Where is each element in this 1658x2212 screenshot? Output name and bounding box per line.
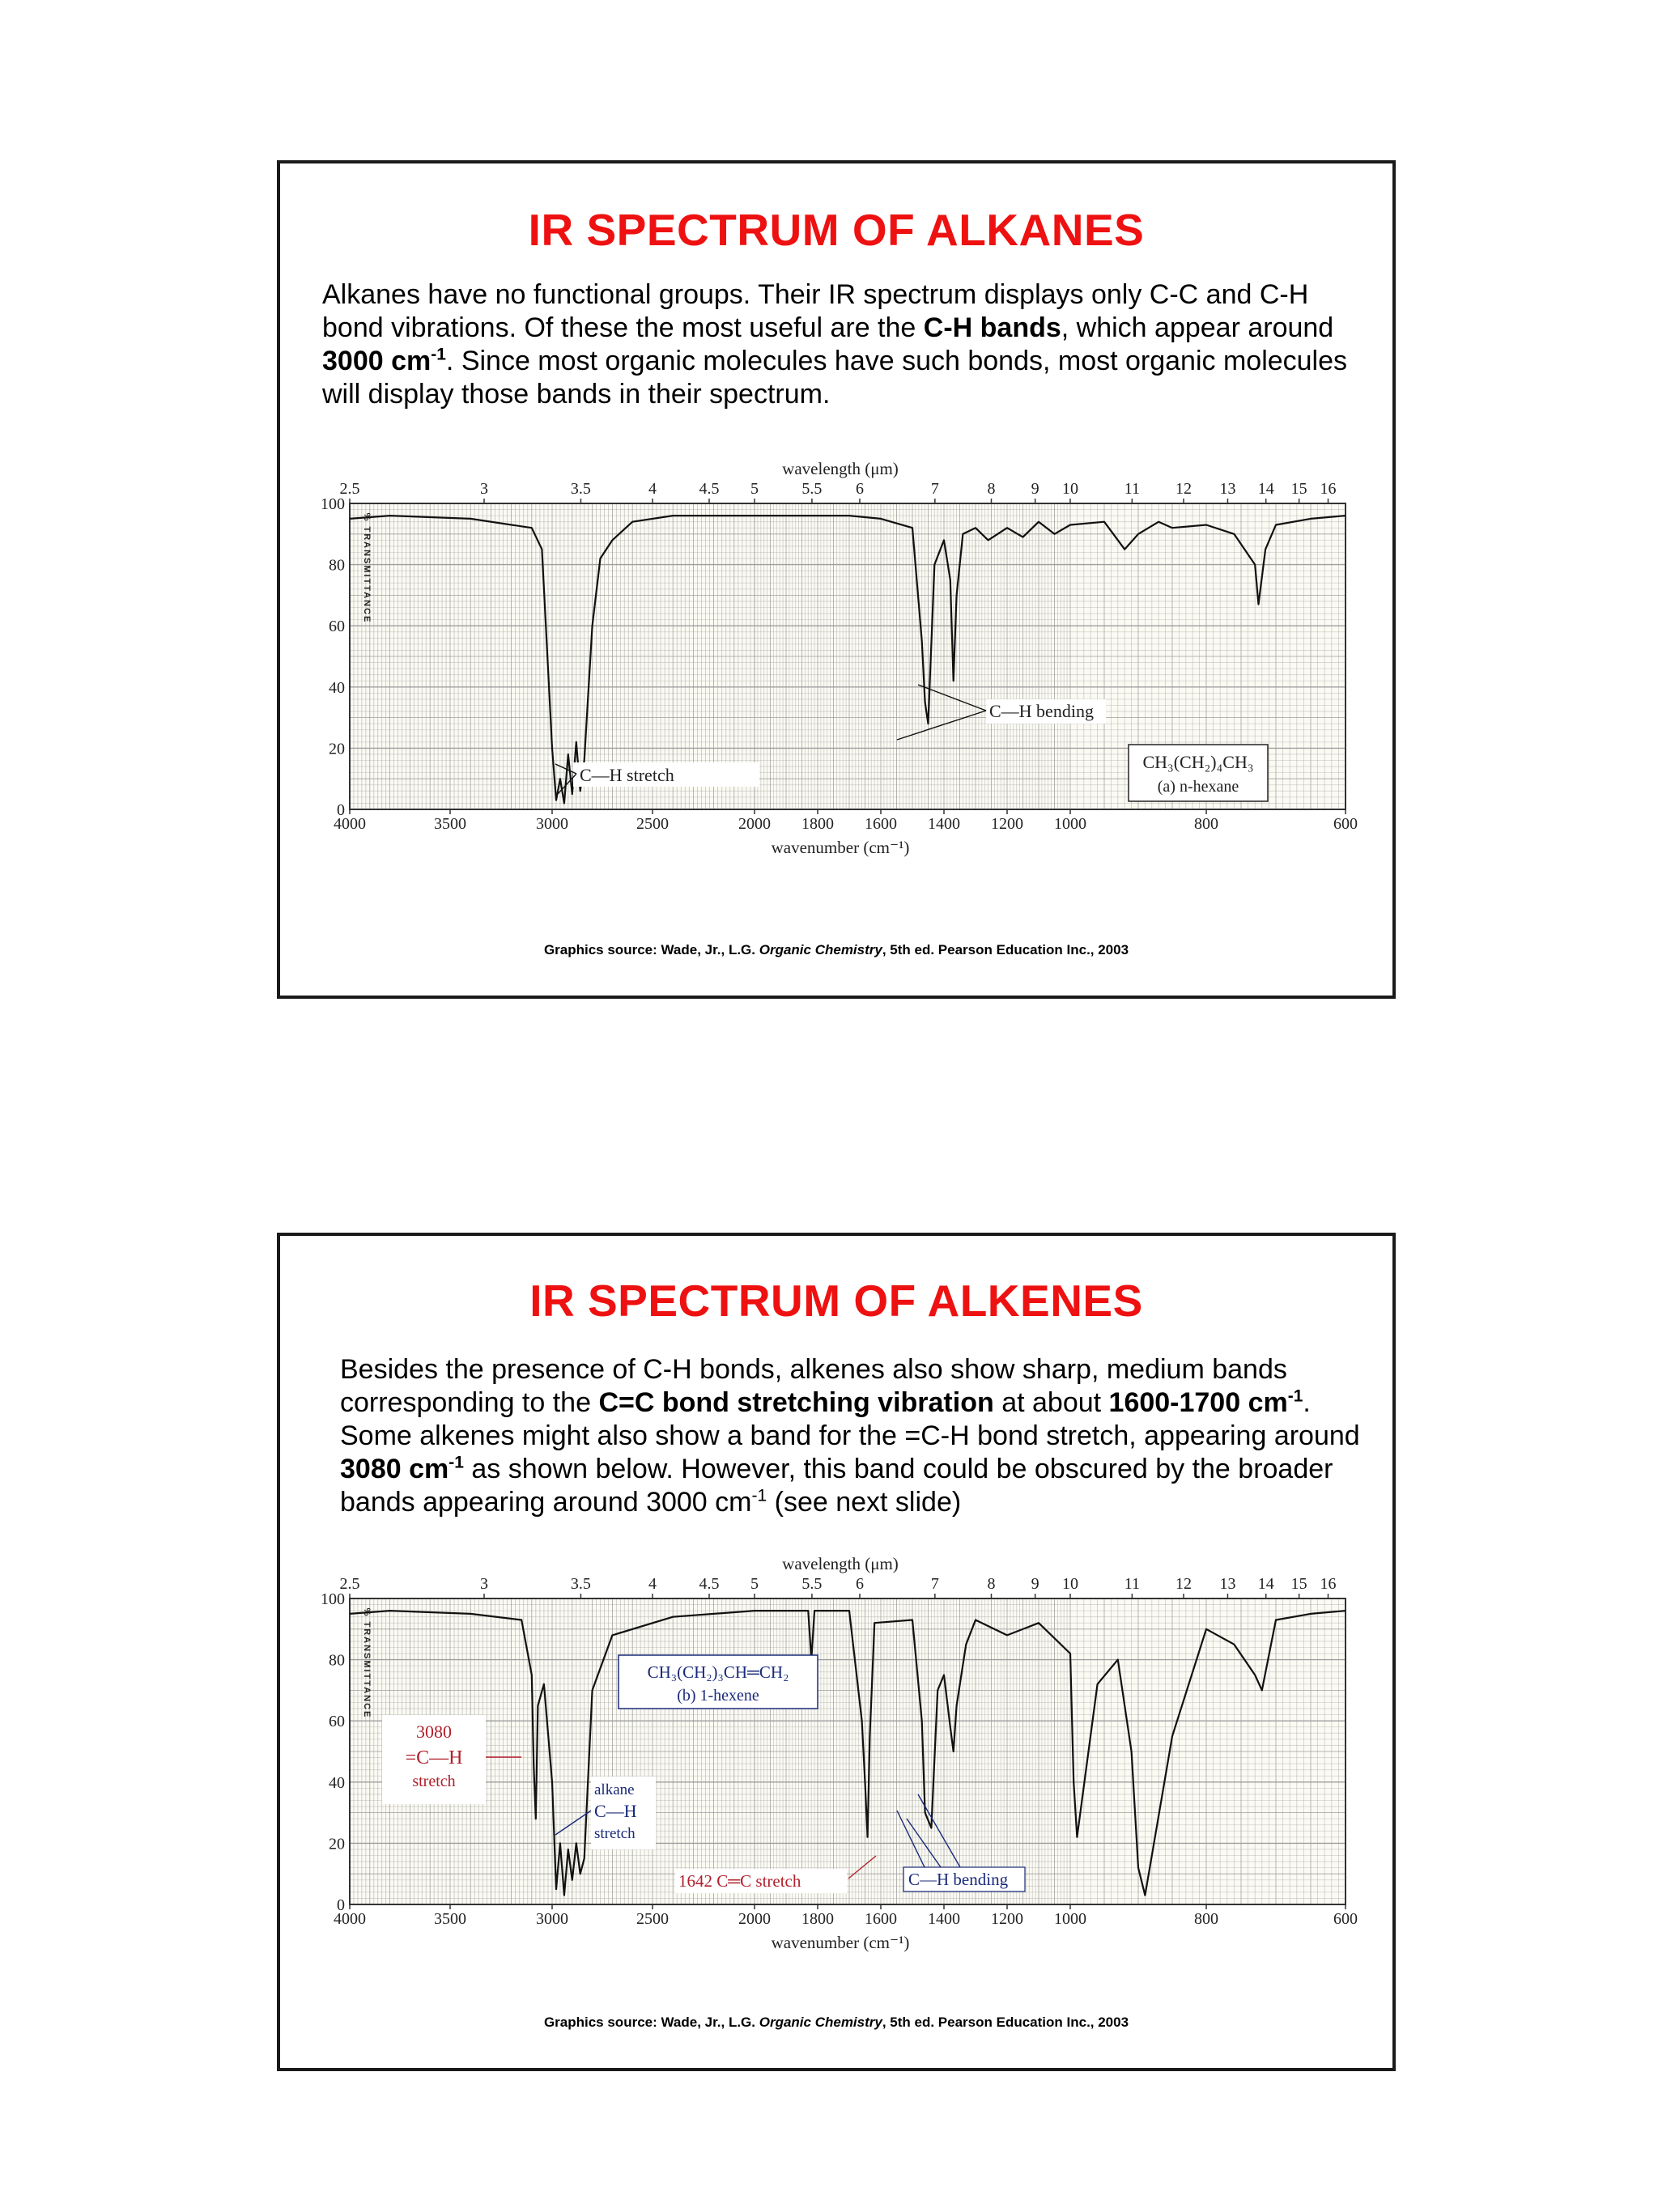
wavelength-tick-label: 15 (1290, 480, 1307, 498)
transmittance-tick-label: 100 (321, 1590, 345, 1608)
wavelength-tick-label: 4 (648, 1575, 657, 1593)
wavelength-tick-label: 3 (480, 480, 488, 498)
transmittance-tick-label: 40 (329, 678, 345, 697)
compound-name: (b) 1-hexene (677, 1687, 759, 1705)
wavenumber-tick-label: 1400 (928, 815, 960, 833)
transmittance-tick-label: 40 (329, 1773, 345, 1792)
wavenumber-tick-label: 1200 (991, 815, 1023, 833)
transmittance-axis-label: % TRANSMITTANCE (362, 1607, 372, 1719)
wavenumber-tick-label: 600 (1333, 815, 1358, 833)
slide-alkanes (277, 160, 1396, 999)
wavenumber-tick-label: 1400 (928, 1910, 960, 1928)
annotation-ch-stretch: C—H stretch (580, 765, 674, 785)
source-prefix: Graphics source: Wade, Jr., L.G. (543, 2015, 759, 2030)
paragraph-run: -1 (449, 1453, 464, 1472)
wavelength-tick-label: 7 (930, 480, 939, 498)
wavenumber-tick-label: 1800 (801, 1910, 834, 1928)
wavelength-tick-label: 3.5 (570, 1575, 591, 1593)
paragraph-run: -1 (1287, 1386, 1303, 1406)
wavelength-tick-label: 6 (856, 1575, 864, 1593)
wavenumber-tick-label: 1000 (1054, 1910, 1086, 1928)
wavelength-tick-label: 8 (987, 480, 996, 498)
source-suffix: , 5th ed. Pearson Education Inc., 2003 (882, 942, 1129, 957)
wavenumber-tick-label: 1000 (1054, 815, 1086, 833)
wavelength-tick-label: 16 (1320, 1575, 1337, 1593)
slide-title: IR SPECTRUM OF ALKENES (529, 1276, 1143, 1326)
transmittance-tick-label: 80 (329, 1651, 345, 1670)
ir-spectrum-chart-1-hexene (312, 1552, 1370, 1981)
wavenumber-tick-label: 1800 (801, 815, 834, 833)
wavelength-tick-label: 2.5 (339, 1575, 360, 1593)
source-suffix: , 5th ed. Pearson Education Inc., 2003 (882, 2015, 1129, 2030)
transmittance-tick-label: 0 (337, 1896, 345, 1914)
wavenumber-tick-label: 3500 (434, 1910, 466, 1928)
wavenumber-tick-label: 2000 (738, 815, 771, 833)
paragraph-run: as shown below. However, this band could be obscured by the broader bands appearing around 3000 cm (340, 1454, 1333, 1518)
wavenumber-tick-label: 800 (1194, 1910, 1218, 1928)
paragraph-run: 3000 cm (322, 346, 432, 376)
wavenumber-tick-label: 3500 (434, 815, 466, 833)
slide-paragraph (322, 278, 1367, 411)
transmittance-tick-label: 0 (337, 801, 345, 819)
paragraph-run: . Since most organic molecules have such bonds, most organic molecules will display those bands in their spectrum. (322, 346, 1348, 410)
compound-formula: CH₃(CH₂)₄CH₃ (1142, 752, 1254, 772)
annotation-alkane-stretch: stretch (594, 1825, 636, 1842)
wavelength-tick-label: 8 (987, 1575, 996, 1593)
annotation-ch-bending: C—H bending (989, 701, 1094, 721)
source-title: Organic Chemistry (759, 942, 882, 957)
wavelength-tick-label: 6 (856, 480, 864, 498)
wavelength-tick-label: 13 (1219, 1575, 1236, 1593)
paragraph-run: Besides the presence of C-H bonds, alkenes also show sharp, medium bands corresponding to the (340, 1354, 1287, 1418)
paragraph-run: C=C bond stretching vibration (598, 1387, 994, 1418)
wavelength-tick-label: 15 (1290, 1575, 1307, 1593)
spectrum-svg (312, 1552, 1370, 1981)
transmittance-tick-label: 60 (329, 1713, 345, 1731)
paragraph-run: C-H bands (923, 312, 1061, 343)
compound-formula: CH₃(CH₂)₃CH═CH₂ (647, 1662, 789, 1682)
wavenumber-tick-label: 3000 (536, 815, 568, 833)
transmittance-tick-label: 60 (329, 618, 345, 636)
wavelength-tick-label: 14 (1257, 1575, 1274, 1593)
paragraph-run: 1600-1700 cm (1108, 1387, 1288, 1418)
annotation-3080: 3080 (416, 1722, 452, 1742)
wavelength-tick-label: 3 (480, 1575, 488, 1593)
wavelength-tick-label: 12 (1175, 1575, 1192, 1593)
wavelength-axis-label: wavelength (μm) (782, 459, 899, 478)
slide-title: IR SPECTRUM OF ALKANES (528, 205, 1145, 255)
transmittance-tick-label: 20 (329, 740, 345, 758)
wavenumber-tick-label: 1200 (991, 1910, 1023, 1928)
wavenumber-tick-label: 600 (1333, 1910, 1358, 1928)
compound-name: (a) n-hexane (1157, 778, 1239, 796)
wavenumber-tick-label: 1600 (865, 815, 897, 833)
wavelength-axis-label: wavelength (μm) (782, 1554, 899, 1573)
wavenumber-axis-label: wavenumber (cm⁻¹) (771, 838, 910, 857)
wavelength-tick-label: 5 (750, 1575, 759, 1593)
wavelength-tick-label: 5.5 (801, 1575, 823, 1593)
wavelength-tick-label: 10 (1062, 1575, 1078, 1593)
transmittance-tick-label: 80 (329, 556, 345, 575)
wavenumber-tick-label: 4000 (334, 815, 366, 833)
paragraph-run: 3080 cm (340, 1454, 449, 1484)
wavelength-tick-label: 14 (1257, 480, 1274, 498)
source-title: Organic Chemistry (759, 2015, 882, 2030)
wavenumber-tick-label: 800 (1194, 815, 1218, 833)
wavelength-tick-label: 10 (1062, 480, 1078, 498)
wavelength-tick-label: 3.5 (570, 480, 591, 498)
wavelength-tick-label: 12 (1175, 480, 1192, 498)
wavelength-tick-label: 5 (750, 480, 759, 498)
wavelength-tick-label: 2.5 (339, 480, 360, 498)
wavenumber-axis-label: wavenumber (cm⁻¹) (771, 1933, 910, 1952)
paragraph-run: at about (993, 1387, 1109, 1418)
wavelength-tick-label: 4.5 (699, 480, 720, 498)
transmittance-axis-label: % TRANSMITTANCE (362, 512, 372, 624)
paragraph-run: Alkanes have no functional groups. Their IR spectrum displays only C-C and C-H bond vibrations. Of these the most useful are the (322, 279, 1309, 343)
paragraph-run: -1 (431, 345, 446, 364)
wavenumber-tick-label: 3000 (536, 1910, 568, 1928)
wavelength-tick-label: 9 (1031, 480, 1039, 498)
wavenumber-tick-label: 2500 (636, 1910, 669, 1928)
annotation-alkane: alkane (594, 1781, 635, 1798)
graphics-source (280, 2015, 1392, 2031)
wavelength-tick-label: 7 (930, 1575, 939, 1593)
slide-paragraph (340, 1353, 1384, 1519)
paragraph-run: . Some alkenes might also show a band for the =C-H bond stretch, appearing around (340, 1387, 1360, 1451)
annotation-alkane-ch: C—H (594, 1801, 637, 1821)
annotation-eq-ch: =C—H (405, 1747, 463, 1768)
graphics-source (280, 942, 1392, 958)
ir-spectrum-chart-hexane (312, 456, 1370, 885)
wavenumber-tick-label: 2500 (636, 815, 669, 833)
wavelength-tick-label: 9 (1031, 1575, 1039, 1593)
wavenumber-tick-label: 4000 (334, 1910, 366, 1928)
annotation-ch-bending: C—H bending (908, 1870, 1009, 1889)
wavenumber-tick-label: 2000 (738, 1910, 771, 1928)
source-prefix: Graphics source: Wade, Jr., L.G. (543, 942, 759, 957)
wavelength-tick-label: 16 (1320, 480, 1337, 498)
wavenumber-tick-label: 1600 (865, 1910, 897, 1928)
wavelength-tick-label: 4.5 (699, 1575, 720, 1593)
paragraph-run: -1 (751, 1486, 767, 1505)
slide-alkenes (277, 1233, 1396, 2071)
paragraph-run: (see next slide) (767, 1487, 962, 1518)
transmittance-tick-label: 20 (329, 1835, 345, 1853)
annotation-stretch: stretch (412, 1773, 456, 1790)
wavelength-tick-label: 5.5 (801, 480, 823, 498)
transmittance-tick-label: 100 (321, 495, 345, 513)
spectrum-svg (312, 456, 1370, 885)
paragraph-run: , which appear around (1061, 312, 1334, 343)
annotation-cc-stretch: 1642 C═C stretch (678, 1871, 801, 1891)
wavelength-tick-label: 11 (1124, 480, 1140, 498)
wavelength-tick-label: 13 (1219, 480, 1236, 498)
wavelength-tick-label: 11 (1124, 1575, 1140, 1593)
wavelength-tick-label: 4 (648, 480, 657, 498)
